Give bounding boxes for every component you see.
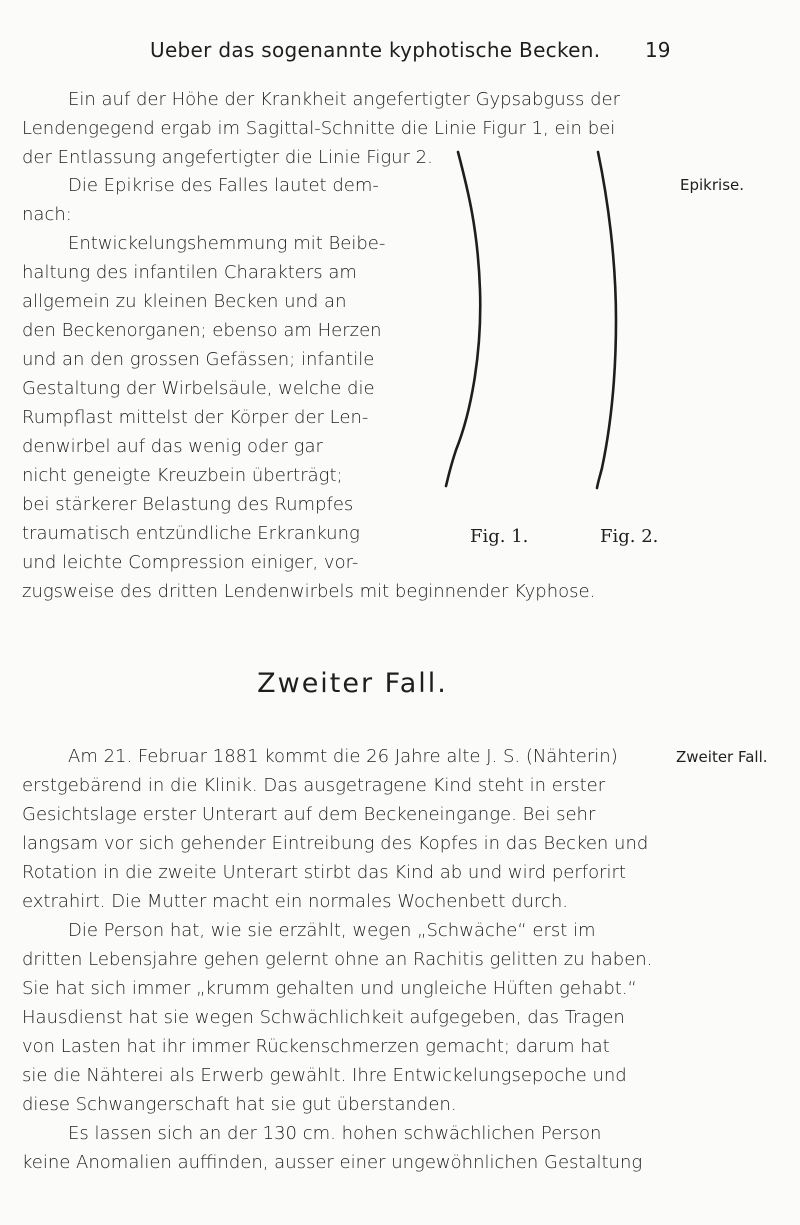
- text-line: sie die Nähterei als Erwerb gewählt. Ihre Entwickelungsepoche und: [22, 1065, 627, 1086]
- fig1-curve: [446, 152, 480, 486]
- running-header: [0, 38, 800, 68]
- margin-note-zweiter-fall: Zweiter Fall.: [676, 748, 768, 766]
- text-line: nach:: [22, 204, 72, 225]
- text-line: Gesichtslage erster Unterart auf dem Beckeneingange. Bei sehr: [22, 804, 596, 825]
- text-line: denwirbel auf das wenig oder gar: [22, 436, 323, 457]
- text-line: der Entlassung angefertigter die Linie Figur 2.: [22, 147, 433, 168]
- text-line: Die Epikrise des Falles lautet dem-: [68, 175, 379, 196]
- text-line: erstgebärend in die Klinik. Das ausgetragene Kind steht in erster: [22, 775, 606, 796]
- text-line: Gestaltung der Wirbelsäule, welche die: [22, 378, 375, 399]
- text-line: zugsweise des dritten Lendenwirbels mit beginnender Kyphose.: [22, 581, 596, 602]
- header-title: Ueber das sogenannte kyphotische Becken.: [150, 38, 601, 62]
- text-line: langsam vor sich gehender Eintreibung des Kopfes in das Becken und: [22, 833, 649, 854]
- text-line: allgemein zu kleinen Becken und an: [22, 291, 347, 312]
- text-line: und an den grossen Gefässen; infantile: [22, 349, 375, 370]
- spine-profile-figure: [440, 150, 640, 550]
- margin-note-epikrise: Epikrise.: [680, 176, 744, 194]
- text-line: dritten Lebensjahre gehen gelernt ohne an Rachitis gelitten zu haben.: [22, 949, 653, 970]
- text-line: Entwickelungshemmung mit Beibe-: [68, 233, 386, 254]
- text-line: Hausdienst hat sie wegen Schwächlichkeit aufgegeben, das Tragen: [22, 1007, 625, 1028]
- text-line: Am 21. Februar 1881 kommt die 26 Jahre alte J. S. (Nähterin): [68, 746, 618, 767]
- section-title: Zweiter Fall.: [257, 668, 448, 699]
- text-line: Rumpflast mittelst der Körper der Len-: [22, 407, 369, 428]
- text-line: traumatisch entzündliche Erkrankung: [22, 523, 360, 544]
- text-line: Rotation in die zweite Unterart stirbt das Kind ab und wird perforirt: [22, 862, 626, 883]
- text-line: den Beckenorganen; ebenso am Herzen: [22, 320, 382, 341]
- text-line: nicht geneigte Kreuzbein überträgt;: [22, 465, 343, 486]
- text-line: keine Anomalien auffinden, ausser einer ungewöhnlichen Gestaltung: [22, 1152, 643, 1173]
- text-line: haltung des infantilen Charakters am: [22, 262, 357, 283]
- text-line: extrahirt. Die Mutter macht ein normales Wochenbett durch.: [22, 891, 568, 912]
- text-line: und leichte Compression einiger, vor-: [22, 552, 359, 573]
- text-line: Es lassen sich an der 130 cm. hohen schwächlichen Person: [68, 1123, 602, 1144]
- text-line: bei stärkerer Belastung des Rumpfes: [22, 494, 354, 515]
- text-line: Die Person hat, wie sie erzählt, wegen „Schwäche“ erst im: [68, 920, 596, 941]
- text-line: Lendengegend ergab im Sagittal-Schnitte die Linie Figur 1, ein bei: [22, 118, 616, 139]
- fig1-label: Fig. 1.: [470, 526, 529, 547]
- text-line: diese Schwangerschaft hat sie gut überstanden.: [22, 1094, 457, 1115]
- fig2-curve: [597, 152, 616, 488]
- text-line: von Lasten hat ihr immer Rückenschmerzen gemacht; darum hat: [22, 1036, 610, 1057]
- text-line: Ein auf der Höhe der Krankheit angefertigter Gypsabguss der: [68, 89, 621, 110]
- fig2-label: Fig. 2.: [600, 526, 659, 547]
- page-number: 19: [645, 38, 671, 62]
- text-line: Sie hat sich immer „krumm gehalten und ungleiche Hüften gehabt.“: [22, 978, 637, 999]
